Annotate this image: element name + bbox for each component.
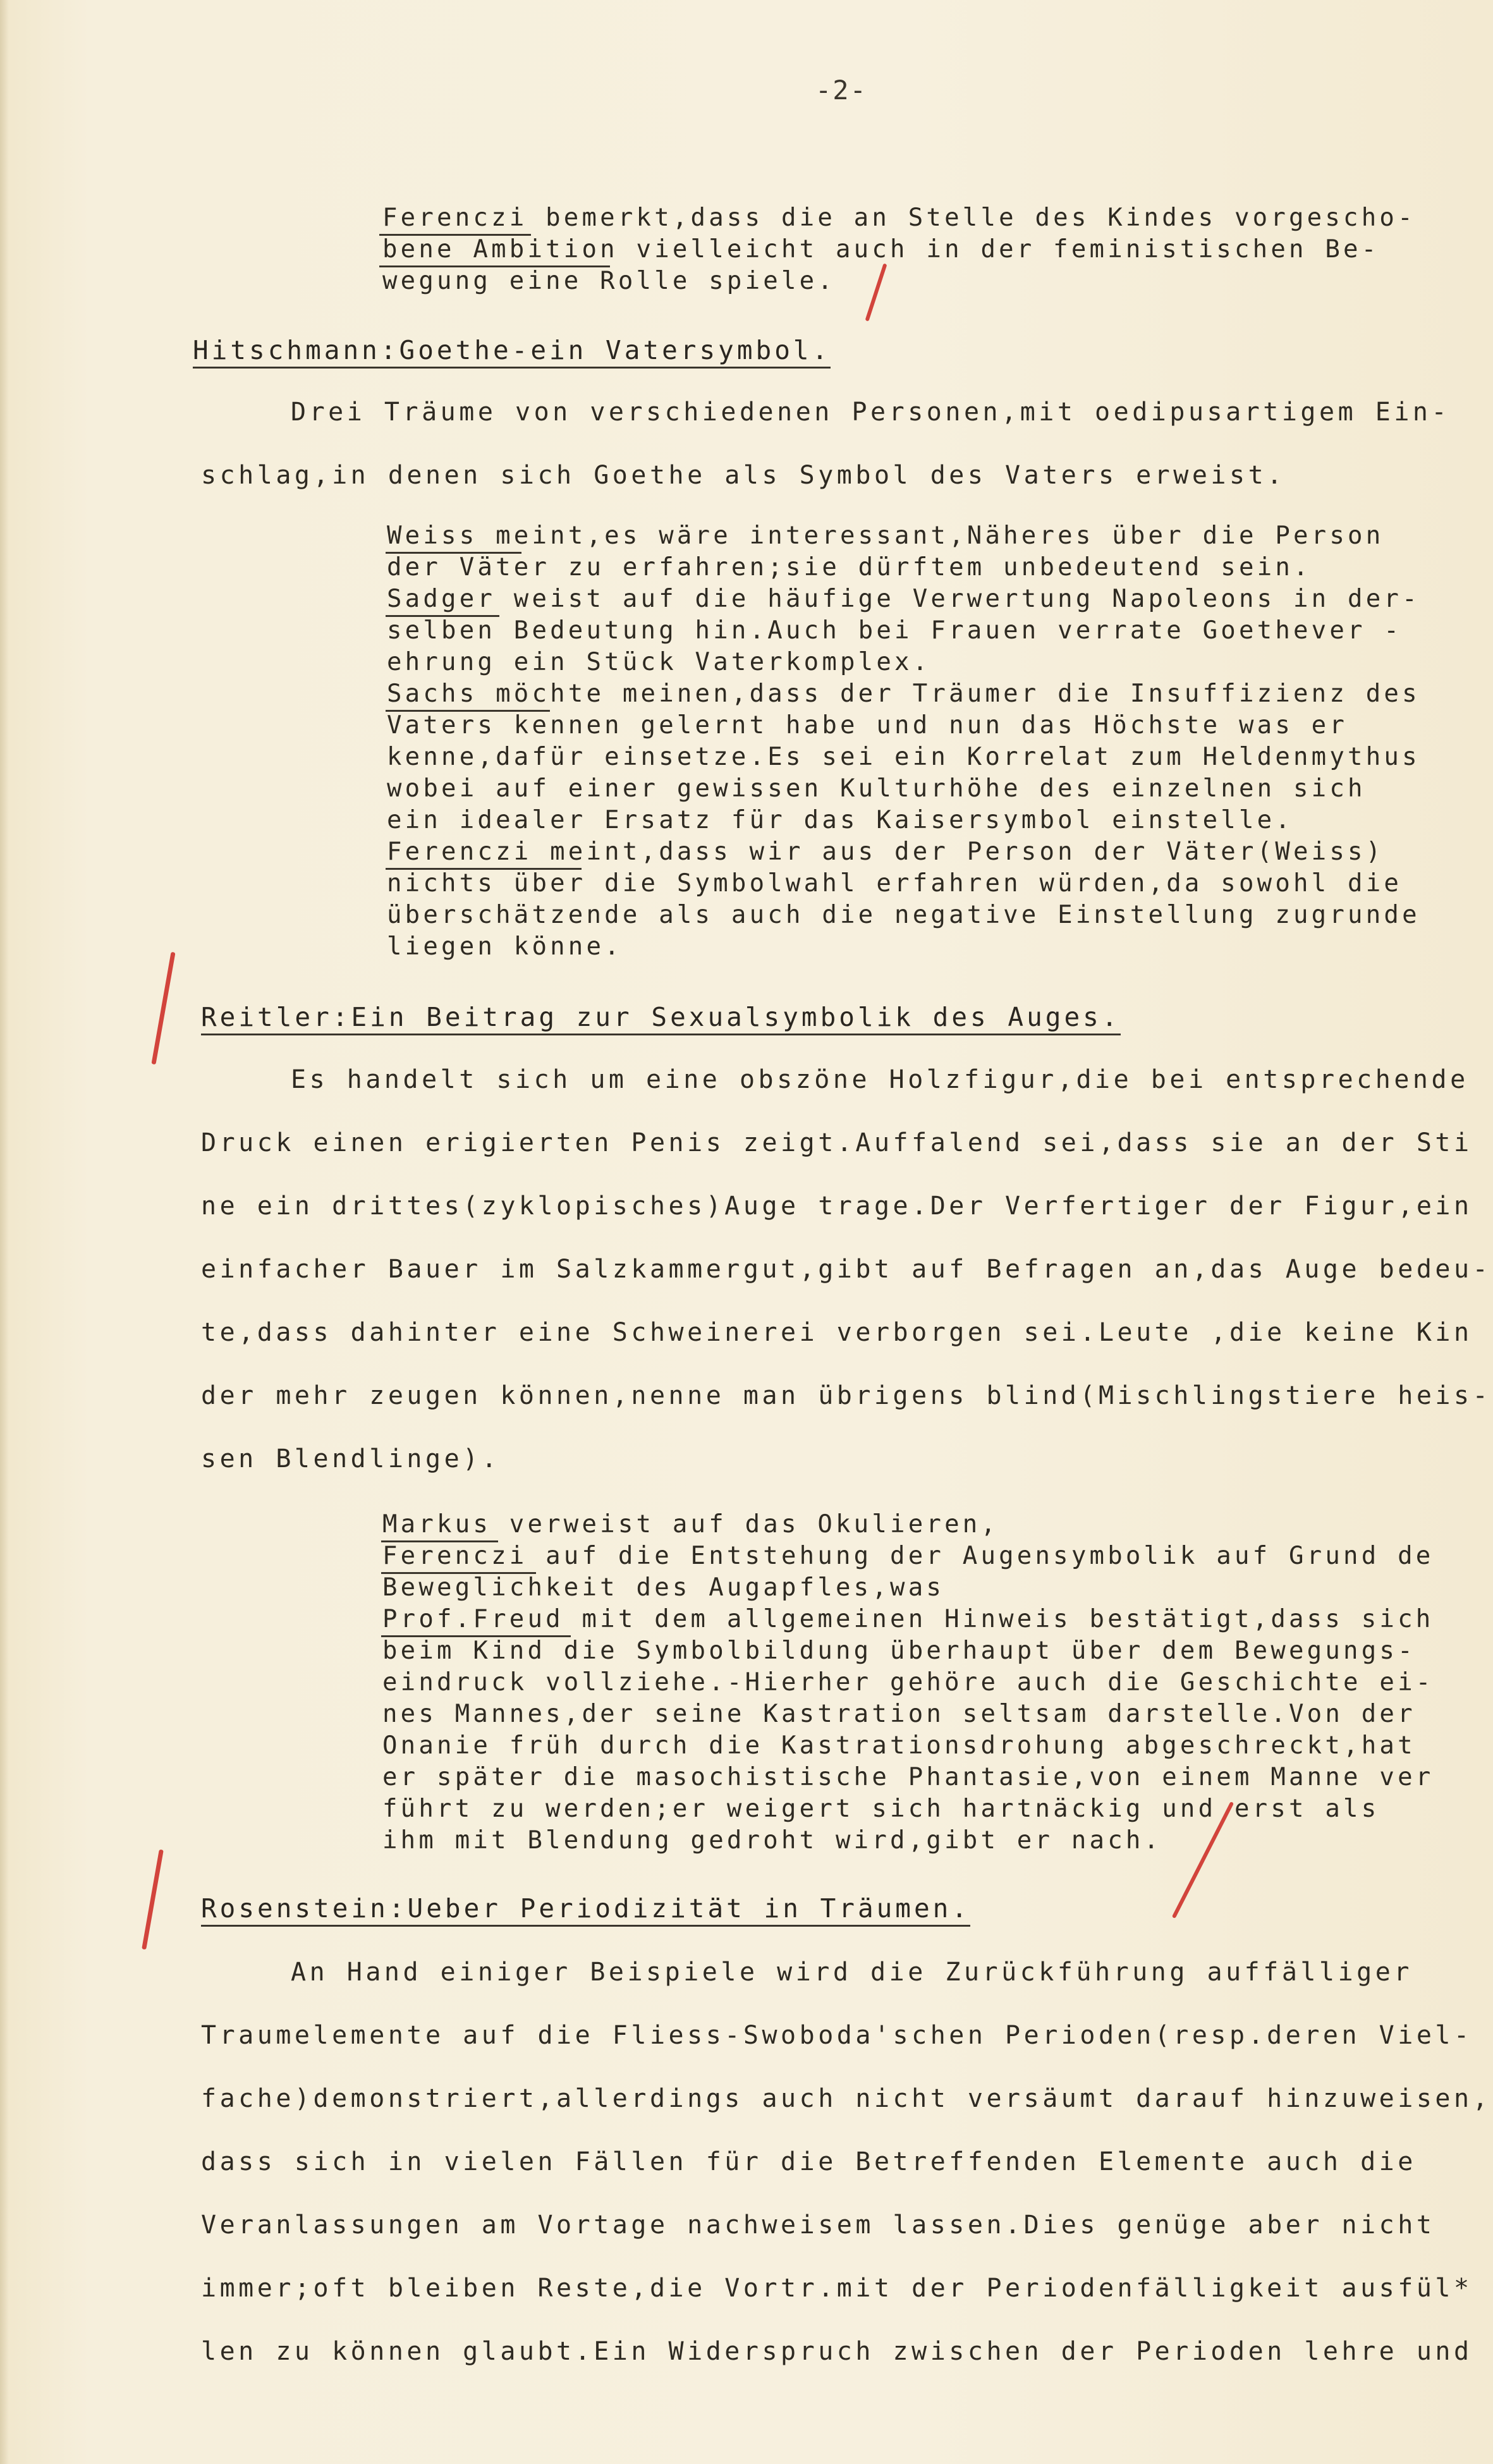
paragraph-line: len zu können glaubt.Ein Widerspruch zwischen der Perioden lehre und: [201, 2337, 1473, 2366]
paragraph-line: Veranlassungen am Vortage nachweisem lassen.Dies genüge aber nicht: [201, 2211, 1435, 2240]
paragraph-line: An Hand einiger Beispiele wird die Zurückführung auffälliger: [291, 1958, 1413, 1987]
paragraph-line: Druck einen erigierten Penis zeigt.Auffalend sei,dass sie an der Sti: [201, 1128, 1473, 1157]
speaker-underline: [386, 868, 582, 870]
section-heading-text: Reitler:Ein Beitrag zur Sexualsymbolik des Auges.: [201, 1002, 1121, 1035]
discussion-line: er später die masochistische Phantasie,von einem Manne ver: [382, 1763, 1434, 1791]
speaker-underline: [381, 1572, 536, 1574]
discussion-line: überschätzende als auch die negative Einstellung zugrunde: [387, 901, 1420, 929]
section-heading: [201, 1002, 1121, 1032]
paragraph-line: der mehr zeugen können,nenne man übrigens blind(Mischlingstiere heis-: [201, 1381, 1492, 1410]
paragraph-line: Es handelt sich um eine obszöne Holzfigur,die bei entsprechende: [291, 1065, 1469, 1094]
discussion-line: selben Bedeutung hin.Auch bei Frauen verrate Goethever -: [387, 616, 1403, 645]
speaker-underline: [381, 1540, 498, 1542]
name-underline: [379, 234, 531, 236]
speaker-underline: [386, 552, 521, 554]
discussion-line: ein idealer Ersatz für das Kaisersymbol einstelle.: [387, 806, 1293, 834]
page-number: -2-: [815, 75, 867, 106]
paragraph-line: te,dass dahinter eine Schweinerei verborgen sei.Leute ,die keine Kin: [201, 1318, 1473, 1347]
discussion-line: Sachs möchte meinen,dass der Träumer die Insuffizienz des: [387, 680, 1420, 708]
discussion-line: Vaters kennen gelernt habe und nun das Höchste was er: [387, 711, 1348, 740]
paragraph-line: sen Blendlinge).: [201, 1444, 501, 1473]
remark-line: Ferenczi bemerkt,dass die an Stelle des Kindes vorgescho-: [382, 204, 1416, 232]
paragraph-line: Traumelemente auf die Fliess-Swoboda'schen Perioden(resp.deren Viel-: [201, 2021, 1473, 2050]
speaker-underline: [381, 1635, 571, 1637]
paper-edge: [0, 0, 9, 2464]
paragraph-line: einfacher Bauer im Salzkammergut,gibt auf Befragen an,das Auge bedeu-: [201, 1255, 1492, 1284]
paragraph-line: immer;oft bleiben Reste,die Vortr.mit der Periodenfälligkeit ausfül*: [201, 2274, 1473, 2303]
remark-line: wegung eine Rolle spiele.: [382, 267, 836, 295]
paragraph-line: ne ein drittes(zyklopisches)Auge trage.Der Verfertiger der Figur,ein: [201, 1192, 1473, 1221]
section-heading: [201, 1893, 970, 1924]
discussion-line: Beweglichkeit des Augapfles,was: [382, 1573, 945, 1602]
discussion-line: Markus verweist auf das Okulieren,: [382, 1510, 999, 1539]
discussion-line: Onanie früh durch die Kastrationsdrohung abgeschreckt,hat: [382, 1731, 1416, 1760]
discussion-line: Ferenczi auf die Entstehung der Augensymbolik auf Grund de: [382, 1542, 1434, 1570]
discussion-line: der Väter zu erfahren;sie dürftem unbedeutend sein.: [387, 553, 1312, 582]
section-heading-text: Rosenstein:Ueber Periodizität in Träumen.: [201, 1893, 970, 1927]
discussion-line: ehrung ein Stück Vaterkomplex.: [387, 648, 931, 676]
discussion-line: Ferenczi meint,dass wir aus der Person der Väter(Weiss): [387, 838, 1384, 866]
discussion-line: eindruck vollziehe.-Hierher gehöre auch die Geschichte ei-: [382, 1668, 1434, 1697]
remark-line: bene Ambition vielleicht auch in der feministischen Be-: [382, 235, 1380, 264]
paragraph-line: dass sich in vielen Fällen für die Betreffenden Elemente auch die: [201, 2147, 1417, 2176]
red-pencil-tick: [865, 263, 887, 321]
red-pencil-margin-line: [142, 1850, 164, 1950]
speaker-underline: [386, 710, 550, 712]
red-pencil-margin-line: [151, 952, 175, 1064]
section-heading-text: Hitschmann:Goethe-ein Vatersymbol.: [193, 335, 831, 369]
section-heading: [193, 335, 831, 365]
discussion-line: nichts über die Symbolwahl erfahren würden,da sowohl die: [387, 869, 1403, 898]
paragraph-line: Drei Träume von verschiedenen Personen,mit oedipusartigem Ein-: [291, 398, 1451, 427]
ambition-underline: [379, 265, 610, 267]
discussion-line: wobei auf einer gewissen Kulturhöhe des einzelnen sich: [387, 774, 1366, 803]
discussion-line: führt zu werden;er weigert sich hartnäckig und erst als: [382, 1795, 1380, 1823]
discussion-line: nes Mannes,der seine Kastration seltsam darstelle.Von der: [382, 1700, 1416, 1728]
speaker-underline: [386, 615, 499, 617]
discussion-line: Weiss meint,es wäre interessant,Näheres über die Person: [387, 521, 1384, 550]
paragraph-line: fache)demonstriert,allerdings auch nicht versäumt darauf hinzuweisen,: [201, 2084, 1492, 2113]
paragraph-line: schlag,in denen sich Goethe als Symbol des Vaters erweist.: [201, 461, 1286, 490]
discussion-line: Sadger weist auf die häufige Verwertung Napoleons in der-: [387, 585, 1420, 613]
discussion-line: Prof.Freud mit dem allgemeinen Hinweis bestätigt,dass sich: [382, 1605, 1434, 1633]
discussion-line: beim Kind die Symbolbildung überhaupt über dem Bewegungs-: [382, 1637, 1416, 1665]
discussion-line: ihm mit Blendung gedroht wird,gibt er nach.: [382, 1826, 1162, 1855]
discussion-line: kenne,dafür einsetze.Es sei ein Korrelat zum Heldenmythus: [387, 743, 1420, 771]
discussion-line: liegen könne.: [387, 932, 623, 961]
